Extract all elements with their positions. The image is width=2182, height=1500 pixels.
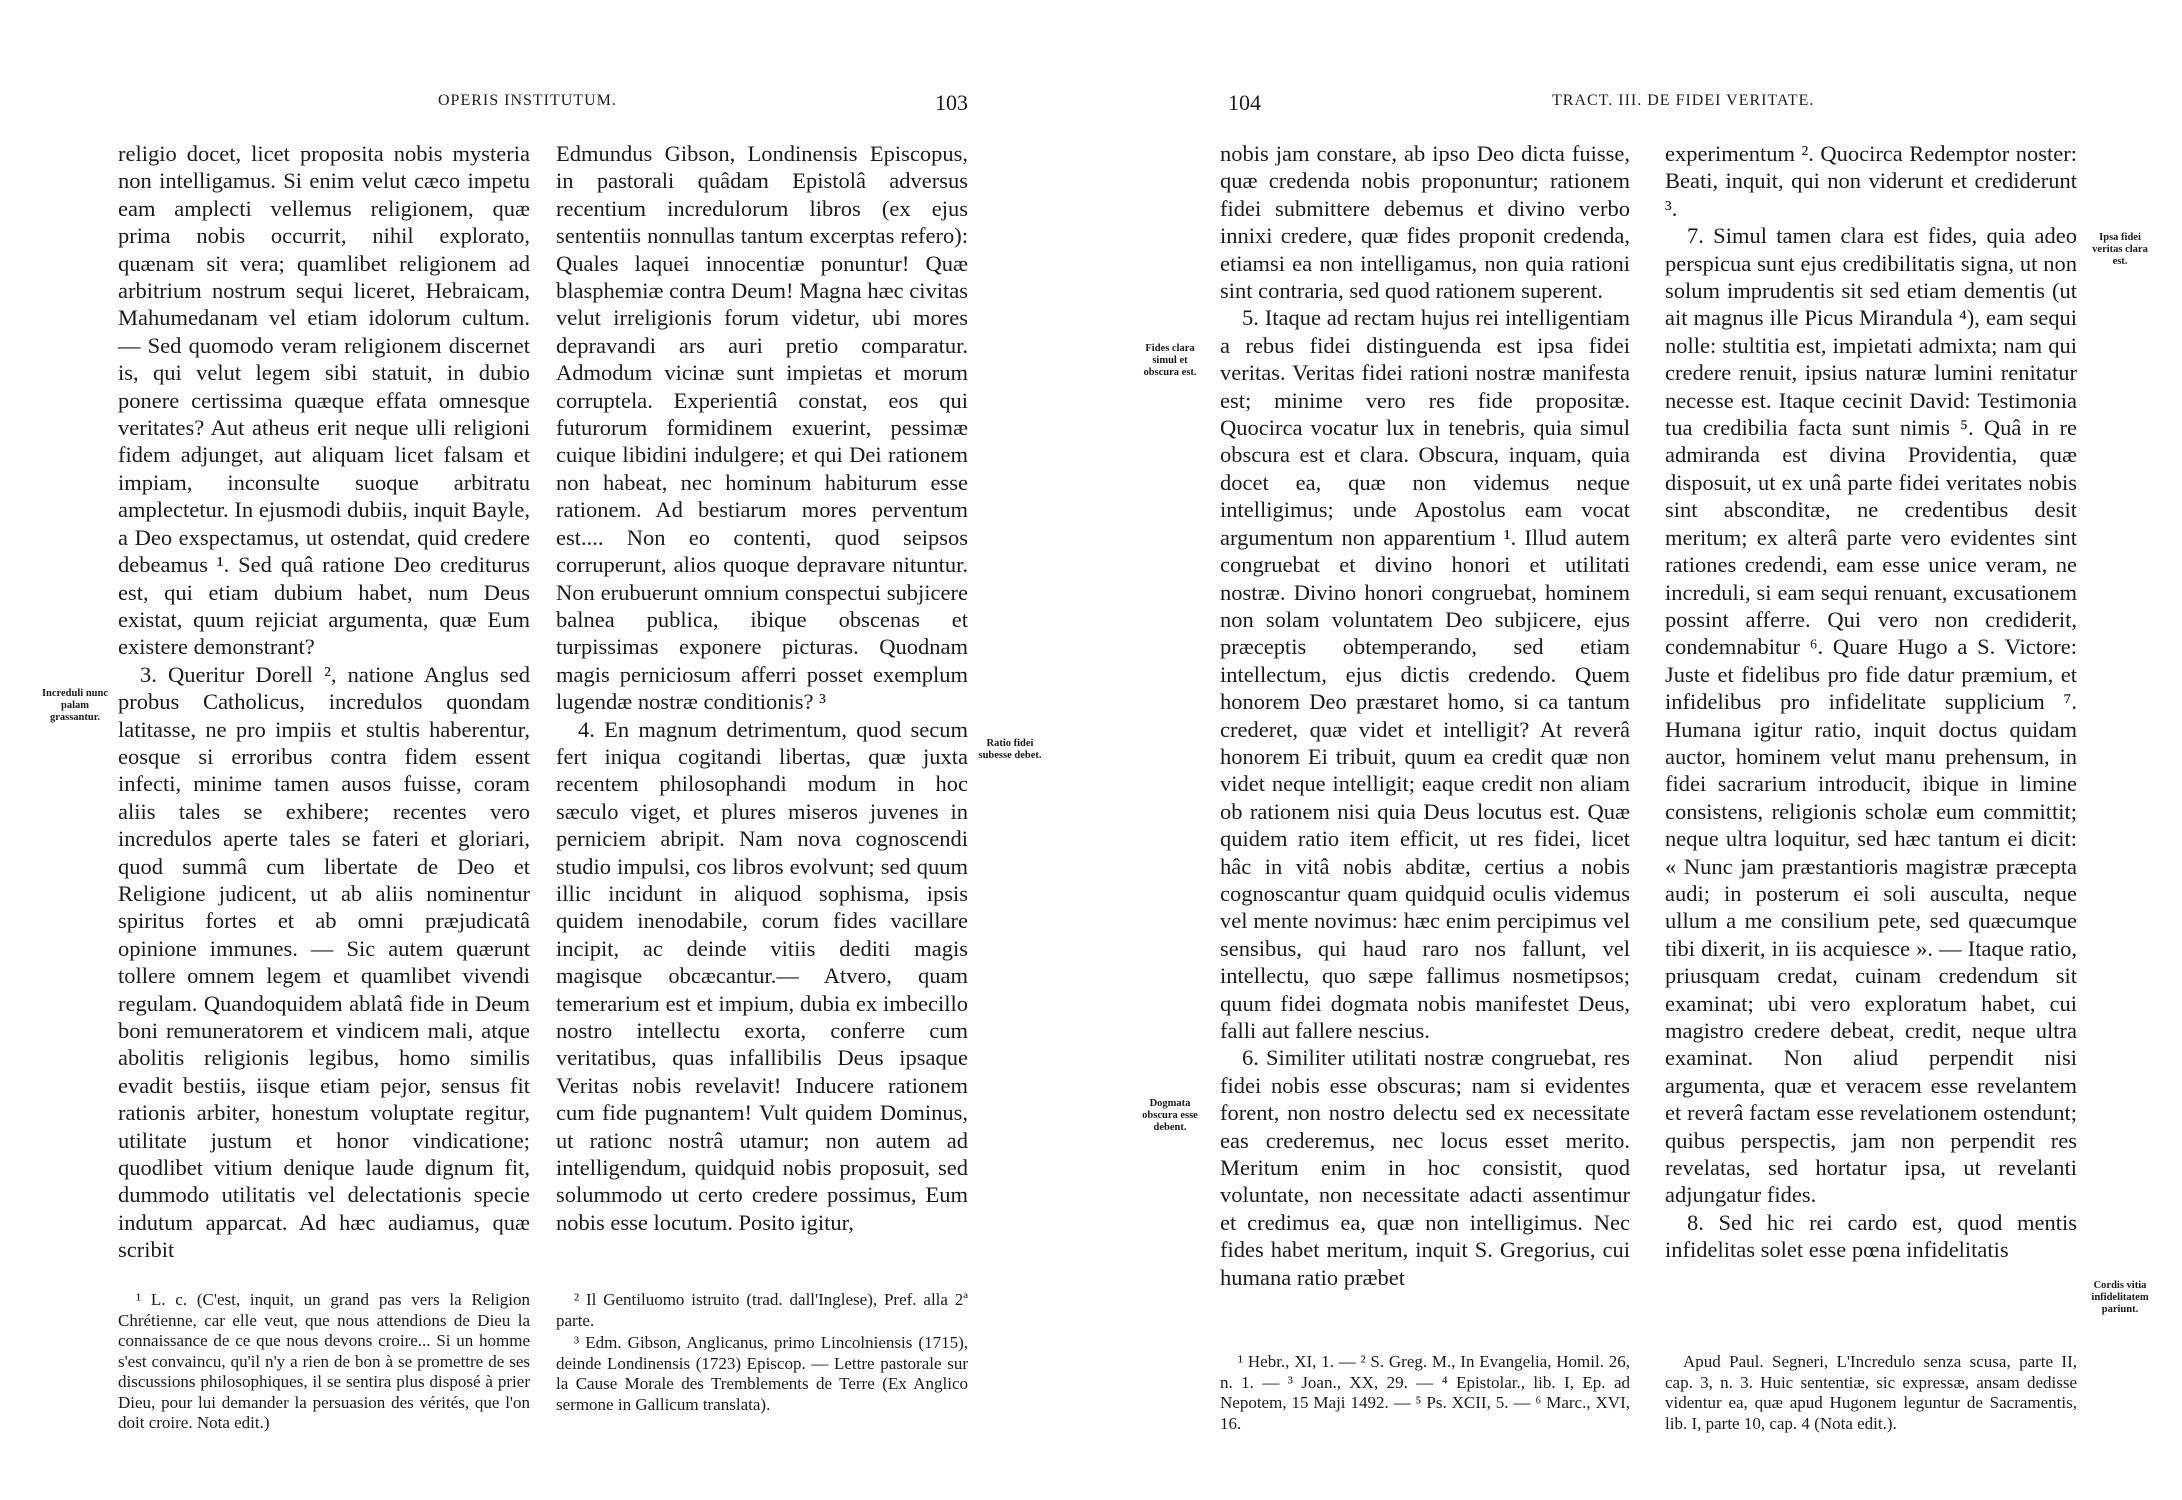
footnote: ¹ L. c. (C'est, inquit, un grand pas vers la Religion Chrétienne, car elle veut, que nous attendions de Dieu la connaissance de ce que nous devons croire... Si un homme s'est convaincu, qu'il n'y a rien de bon à se promettre de ses discussions philosophiques, il se sentira plus disposé à prier Dieu, pour lui demander la persuasion des vérités, que l'on doit croire. Nota edit.) [118,1290,530,1432]
margin-note: Increduli nunc palam grassantur. [41,688,109,723]
margin-note: Cordis vitia infidelitatem pariunt. [2091,1280,2149,1315]
margin-note: Ipsa fidei veritas clara est. [2092,232,2148,267]
text-column [118,140,530,1264]
paragraph: religio docet, licet proposita nobis mysteria non intelligamus. Si enim velut cæco impetu eam amplecti vellemus religionem, quæ prima nobis occurrit, nihil explorato, quænam sit vera; quamlibet religionem ad arbitrium nostrum sequi liceret, Hebraicam, Mahumedanam vel etiam idolorum cultum. — Sed quomodo veram religionem discernet is, qui velut legem sibi statuit, in dubio ponere certissima quæque effata omnesque veritates? Aut atheus erit neque ulli religioni fidem adjunget, aut aliquam licet falsam et impiam, inconsulte suoque arbitratu amplectetur. In ejusmodi dubiis, inquit Bayle, a Deo exspectamus, ut ostendat, quid credere debeamus ¹. Sed quâ ratione Deo crediturus est, qui etiam dubium habet, num Deus existat, quum rejiciat argumenta, quæ Eum existere demonstrant? [118,141,530,660]
footnote: ¹ Hebr., XI, 1. — ² S. Greg. M., In Evangelia, Homil. 26, n. 1. — ³ Joan., XX, 29. — ⁴ Epistolar., lib. I, Ep. ad Nepotem, 15 Maji 1492. — ⁵ Ps. XCII, 5. — ⁶ Marc., XVI, 16. [1220,1352,1630,1433]
footnotes [118,1290,530,1436]
text-column [556,140,968,1236]
text-column [1220,140,1630,1291]
page-number: 104 [1228,90,1261,115]
paragraph: 8. Sed hic rei cardo est, quod mentis infidelitas solet esse pœna infidelitatis [1665,1209,2077,1263]
footnotes [1220,1352,1630,1436]
text-column [1665,140,2077,1264]
margin-note: Ratio fidei subesse debet. [978,738,1042,761]
running-header: OPERIS INSTITUTUM. [438,92,617,109]
footnote: ² Il Gentiluomo istruito (trad. dall'Inglese), Pref. alla 2ª parte. [556,1290,968,1330]
footnotes [1665,1352,2077,1436]
running-header: TRACT. III. DE FIDEI VERITATE. [1552,92,1815,109]
paragraph: 6. Similiter utilitati nostræ congruebat, res fidei nobis esse obscuras; nam si evidentes forent, non nostro delectu sed ex necessitate eas crederemus, nec locus esset merito. Meritum enim in hoc consistit, quod voluntate, non necessitate adacti assentimur et credimus ea, quæ non intelligimus. Nec fides habet meritum, inquit S. Gregorius, cui humana ratio præbet [1220,1045,1630,1290]
paragraph: nobis jam constare, ab ipso Deo dicta fuisse, quæ credenda nobis proponuntur; rationem fidei submittere debemus et divino verbo innixi credere, quæ fides proponit credenda, etiamsi ea non intelligamus, non quia rationi sint contraria, sed quod rationem superent. [1220,141,1630,304]
paragraph: 3. Queritur Dorell ², natione Anglus sed probus Catholicus, incredulos quondam latitasse, ne pro impiis et stultis haberentur, eosque si erroribus contra fidem essent infecti, minime tamen ausos fuisse, coram aliis tales se exhibere; recentes vero incredulos aperte tales se fateri et gloriari, quod summâ cum libertate de Deo et Religione judicent, ut ab aliis nominentur spiritus fortes et ab omni præjudicatâ opinione immunes. — Sic autem quærunt tollere omnem legem et quamlibet vivendi regulam. Quandoquidem ablatâ fide in Deum boni remuneratorem et vindicem mali, atque abolitis religionis legibus, homo similis evadit bestiis, iisque etiam pejor, sensus fit rationis arbiter, honestum voluptate regitur, utilitate justum et honor vindicatione; quodlibet vitium denique laude dignum fit, dummodo utilitatis vel delectationis specie indutum apparcat. Ad hæc audiamus, quæ scribit [118,661,530,1263]
margin-note: Dogmata obscura esse debent. [1142,1098,1198,1133]
paragraph: 5. Itaque ad rectam hujus rei intelligentiam a rebus fidei distinguenda est ipsa fidei veritas. Veritas fidei rationi nostræ manifesta est; minime vero res fide propositæ. Quocirca vocatur lux in tenebris, quia simul obscura est et clara. Obscura, inquam, quia docet ea, quæ non videmus neque intelligimus; unde Apostolus eam vocat argumentum non apparentium ¹. Illud autem congruebat et divino honori et utilitati nostræ. Divino honori congruebat, hominem non solam voluntatem Deo subjicere, ejus præceptis obtemperando, sed etiam intellectum, ejus dictis credendo. Quem honorem Deo præstaret homo, si ca tantum crederet, quæ videt et intelligit? At reverâ honorem Ei tribuit, quum ea credit quæ non videt neque intelligit; eaque credit non aliam ob rationem nisi quia Deus locutus est. Quæ quidem ratio item efficit, ut res fidei, licet hâc in vitâ nobis abditæ, certius a nobis cognoscantur quam quidquid oculis videmus vel mente novimus: hæc enim percipimus vel sensibus, qui haud raro nos fallunt, vel intellectu, quo sæpe fallimus nosmetipsos; quum fidei dogmata nobis manifestet Deus, falli aut fallere nescius. [1220,305,1630,1043]
page-number: 103 [935,90,968,115]
paragraph: Edmundus Gibson, Londinensis Episcopus, in pastorali quâdam Epistolâ adversus recentium incredulorum libros (ex ejus sententiis nonnullas tantum excerptas refero): Quales laquei innocentiæ ponuntur! Quæ blasphemiæ contra Deum! Magna hæc civitas velut irreligionis forum videtur, ubi mores depravandi ars auri pretio comparatur. Admodum vicinæ sunt impietas et morum corruptela. Experientiâ constat, eos qui futurorum formidinem exuerint, pessimæ cuique libidini indulgere; et qui Dei rationem non habeat, nec hominum habiturum esse rationem. Ad bestiarum mores perventum est.... Non eo contenti, quod seipsos corruperunt, alios quoque depravare nituntur. Non erubuerunt omnium conspectui subjicere balnea publica, ibique obscenas et turpissimas exponere picturas. Quodnam magis perniciosum afferri posset exemplum lugendæ nostræ conditionis? ³ [556,141,968,715]
paragraph: 7. Simul tamen clara est fides, quia adeo perspicua sunt ejus credibilitatis signa, ut non solum imprudentis sit sed etiam dementis (ut ait magnus ille Picus Mirandula ⁴), eam sequi nolle: stultitia est, impietati admixta; nam qui credere renuit, ipsius naturæ lumini renitatur necesse est. Itaque cecinit David: Testimonia tua credibilia facta sunt nimis ⁵. Quâ in re admiranda est divina Providentia, quæ disposuit, ut ex unâ parte fidei veritates nobis sint absconditæ, ne credentibus desit meritum; ex alterâ parte vero evidentes sint rationes credendi, eam esse unice veram, ne increduli, si eam sequi renuant, excusationem possint afferre. Qui vero non crediderit, condemnabitur ⁶. Quare Hugo a S. Victore: Juste et fidelibus pro fide datur præmium, et infidelibus pro infidelitate supplicium ⁷. Humana igitur ratio, inquit doctus quidam auctor, hominem velut manu prehensum, in fidei sacrarium introducit, ibique in limine consistens, religionis scholæ eum committit; neque ultra loquitur, sed hæc tantum ei dicit: « Nunc jam præstantioris magistræ præcepta audi; in posterum ei soli ausculta, neque ullum a me consilium pete, sed quæcumque tibi dixerit, in iis acquiesce ». — Itaque ratio, priusquam credat, cuinam credendum sit examinat; ubi vero exploratum habet, cui magistro credere debeat, credit, neque ultra examinat. Non aliud perpendit nisi argumenta, quæ et veracem esse revelantem et reverâ factam esse revelationem ostendunt; quibus perspectis, jam non perpendit res revelatas, sed hortatur ipsa, ut revelanti adjungatur fides. [1665,223,2077,1208]
footnote: Apud Paul. Segneri, L'Incredulo senza scusa, parte II, cap. 3, n. 3. Huic sententiæ, sic expressæ, ansam dedisse videntur ea, quæ apud Hugonem leguntur de Sacramentis, lib. I, parte 10, cap. 4 (Nota edit.). [1665,1352,2077,1433]
right-page [1090,0,2182,1500]
footnotes [556,1290,968,1417]
paragraph: 4. En magnum detrimentum, quod secum fert iniqua cogitandi libertas, quæ juxta recentem philosophandi modum in hoc sæculo viget, et plures miseros juvenes in perniciem abripit. Nam nova cognoscendi studio impulsi, cos libros evolvunt; sed quum illic incidunt in aliquod sophisma, ipsis quidem inenodabile, corum fides vacillare incipit, ac deinde vitiis dediti magis magisque obcæcantur.— Atvero, quam temerarium est et impium, dubia ex imbecillo nostro intellectu exorta, conferre cum veritatibus, quas infallibilis Deus ipsaque Veritas nobis revelavit! Inducere rationem cum fide pugnantem! Vult quidem Dominus, ut rationc nostrâ utamur; non autem ad intelligendum, quidquid nobis proposuit, sed solummodo ut certo credere possimus, Eum nobis esse locutum. Posito igitur, [556,716,968,1235]
margin-note: Fides clara simul et obscura est. [1143,343,1197,378]
paragraph: experimentum ². Quocirca Redemptor noster: Beati, inquit, qui non viderunt et crediderunt ³. [1665,141,2077,221]
left-page [0,0,1090,1500]
footnote: ³ Edm. Gibson, Anglicanus, primo Lincolniensis (1715), deinde Londinensis (1723) Episcop. — Lettre pastorale sur la Cause Morale des Tremblements de Terre (Ex Anglico sermone in Gallicum translata). [556,1333,968,1414]
